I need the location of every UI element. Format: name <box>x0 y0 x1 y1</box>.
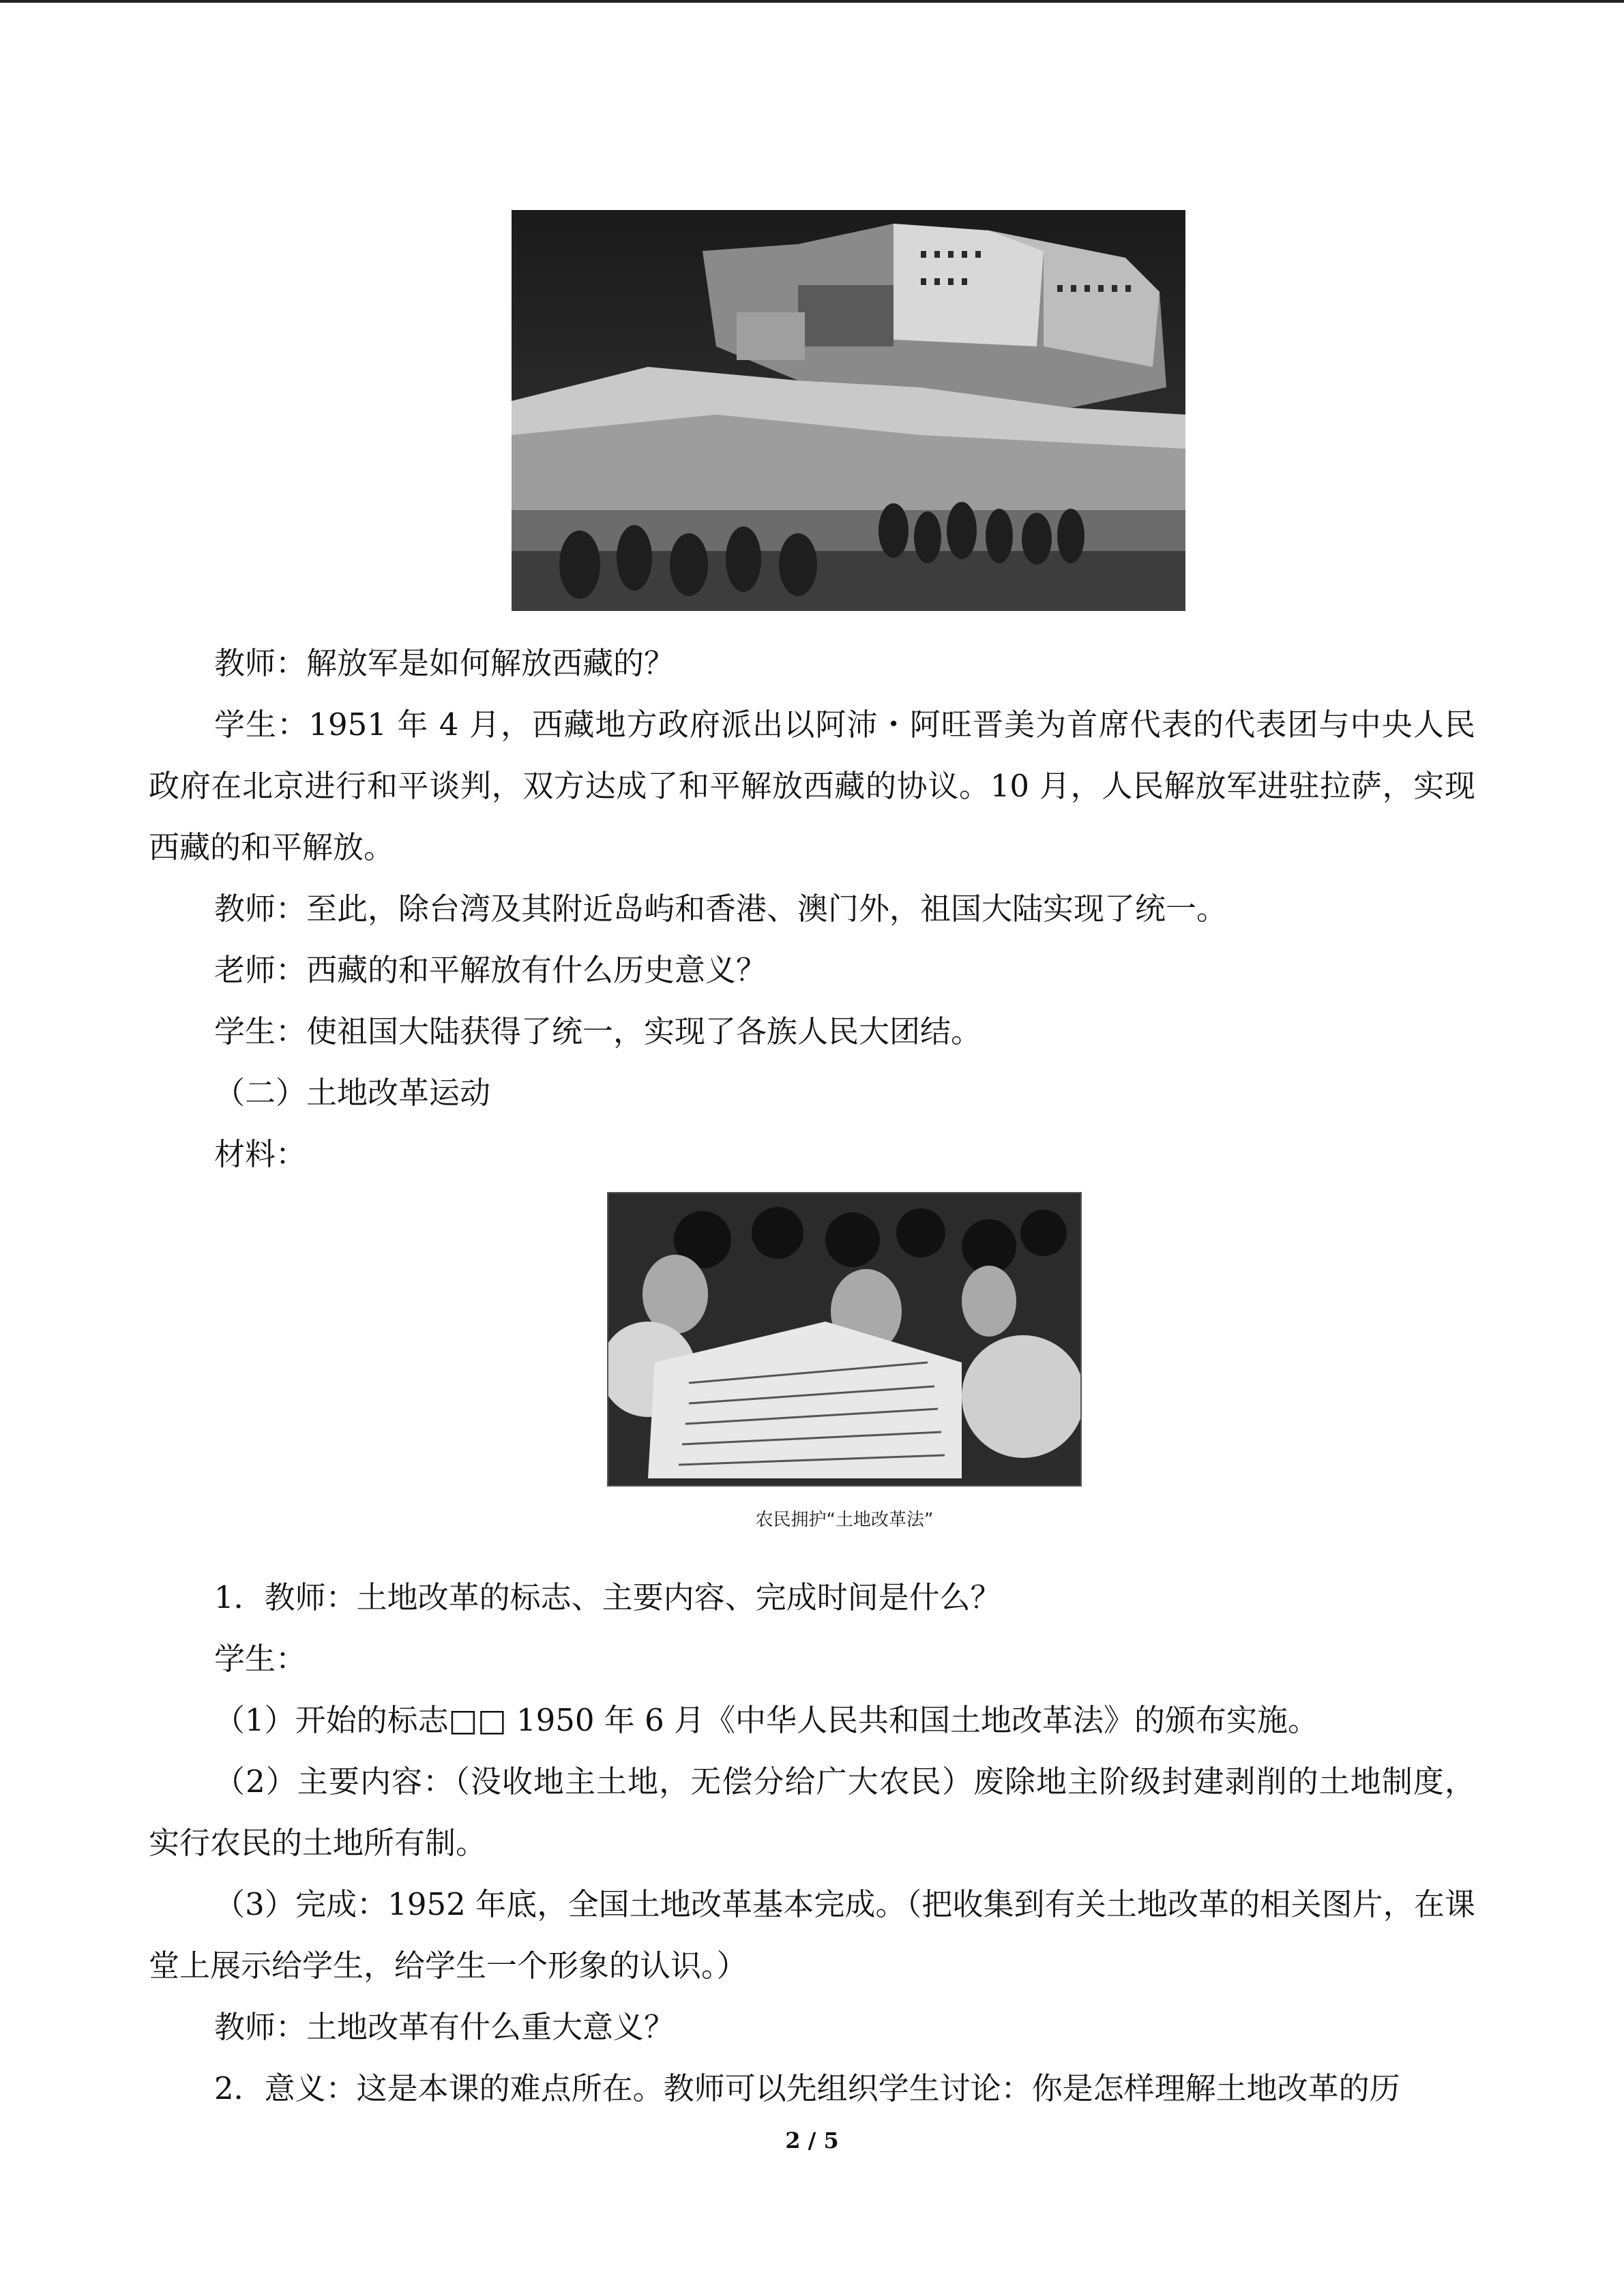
potala-palace-photo <box>512 210 1185 611</box>
peasants-land-reform-photo <box>607 1192 1082 1487</box>
paragraph-material-label: 材料： <box>214 1136 307 1172</box>
paragraph-teacher-unification: 教师：至此，除台湾及其附近岛屿和香港、澳门外，祖国大陆实现了统一。 <box>214 891 1228 927</box>
paragraph-student-significance-answer: 学生：使祖国大陆获得了统一，实现了各族人民大团结。 <box>214 1013 982 1049</box>
paragraph-teacher-land-reform-question: 1．教师：土地改革的标志、主要内容、完成时间是什么？ <box>214 1579 1001 1615</box>
paragraph-student-label: 学生： <box>214 1641 307 1677</box>
paragraph-meaning-discussion: 2．意义：这是本课的难点所在。教师可以先组织学生讨论：你是怎样理解土地改革的历 <box>214 2070 1400 2106</box>
paragraph-teacher-meaning-question: 教师：土地改革有什么重大意义？ <box>214 2009 675 2045</box>
paragraph-point-1-start: （1）开始的标志□□ 1950 年 6 月《中华人民共和国土地改革法》的颁布实施。 <box>214 1702 1319 1738</box>
section-heading-land-reform: （二）土地改革运动 <box>214 1075 491 1111</box>
paragraph-student-answer-tibet: 学生：1951 年 4 月，西藏地方政府派出以阿沛・阿旺晋美为首席代表的代表团与中央人民政府在北京进行和平谈判，双方达成了和平解放西藏的协议。10 月，人民解放军进驻拉萨，实现西藏的和平解放。 <box>149 706 1475 865</box>
paragraph-point-2-content: （2）主要内容：（没收地主土地，无偿分给广大农民）废除地主阶级封建剥削的土地制度，实行农民的土地所有制。 <box>149 1763 1475 1861</box>
paragraph-point-3-complete: （3）完成：1952 年底，全国土地改革基本完成。（把收集到有关土地改革的相关图片，在课堂上展示给学生，给学生一个形象的认识。） <box>149 1886 1475 1984</box>
paragraph-teacher-question-tibet: 教师：解放军是如何解放西藏的？ <box>214 645 675 681</box>
photo-caption: 农民拥护“土地改革法” <box>755 1510 934 1530</box>
page-number: 2 / 5 <box>785 2128 839 2153</box>
paragraph-teacher-significance-question: 老师：西藏的和平解放有什么历史意义？ <box>214 952 767 988</box>
page-top-border <box>0 0 1624 3</box>
